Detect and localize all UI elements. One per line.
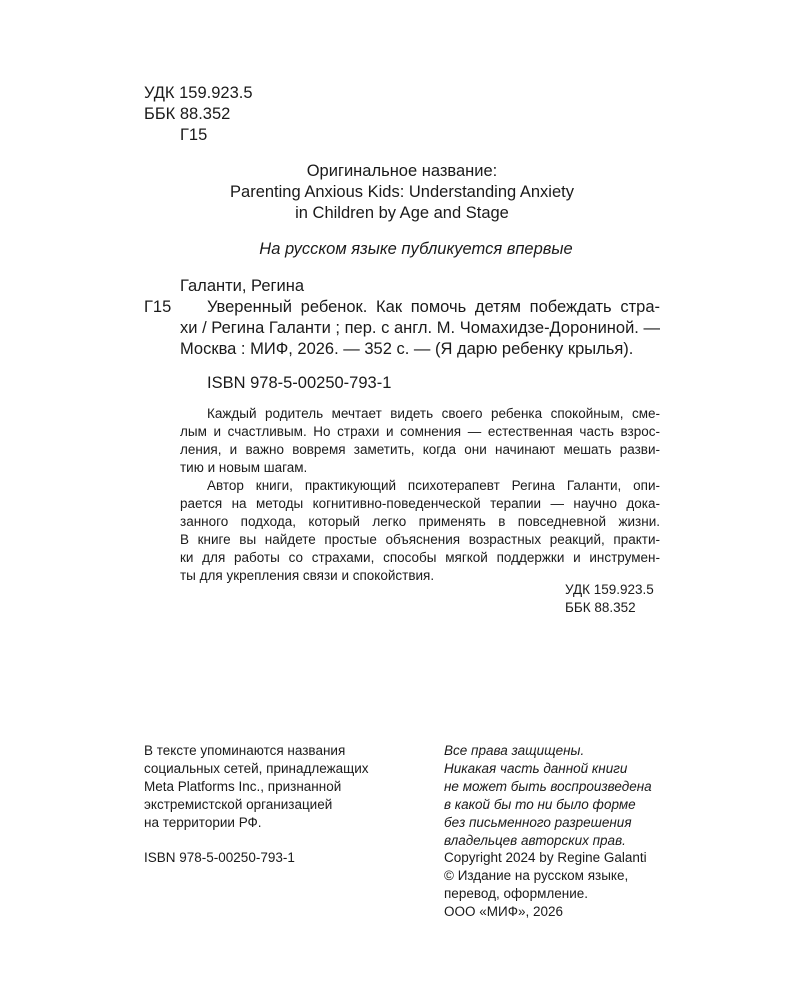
bibliographic-line: Москва : МИФ, 2026. — 352 с. — (Я дарю ребенку крылья). [180, 340, 634, 358]
annotation-line: В книге вы найдете простые объяснения возрастных реакций, практи- [180, 532, 660, 547]
annotation-line: ления, и важно вовремя заметить, когда они начинают мешать разви- [180, 442, 660, 457]
copyright-block [444, 849, 647, 921]
copyright-line: Copyright 2024 by Regine Galanti [444, 850, 647, 865]
copyright-line: ООО «МИФ», 2026 [444, 904, 564, 919]
rights-line: без письменного разрешения [444, 815, 632, 830]
first-publication-note: На русском языке публикуется впервые [259, 240, 573, 258]
bibliographic-author: Галанти, Регина [180, 277, 305, 295]
notice-line: экстремистской организацией [144, 797, 333, 812]
bibliographic-isbn: ISBN 978-5-00250-793-1 [207, 374, 392, 392]
rights-line: в какой бы то ни было форме [444, 797, 636, 812]
notice-line: В тексте упоминаются названия [144, 743, 346, 758]
udk-code: УДК 159.923.5 [144, 84, 253, 102]
copyright-line: перевод, оформление. [444, 886, 588, 901]
bibliographic-line: Уверенный ребенок. Как помочь детям побеждать стра- [207, 298, 660, 316]
bbk-code: ББК 88.352 [144, 105, 231, 123]
social-media-notice [144, 742, 369, 832]
rights-notice [444, 742, 652, 850]
annotation-line: занного подхода, который легко применять в повседневной жизни. [180, 514, 660, 529]
copyright-line: © Издание на русском языке, [444, 868, 629, 883]
annotation-line: ты для укрепления связи и спокойствия. [180, 568, 435, 583]
notice-line: на территории РФ. [144, 815, 262, 830]
annotation-line: Каждый родитель мечтает видеть своего ребенка спокойным, сме- [207, 406, 660, 421]
notice-line: Meta Platforms Inc., признанной [144, 779, 342, 794]
original-title-line-2: in Children by Age and Stage [295, 204, 509, 222]
bbk-code-bottom: ББК 88.352 [565, 600, 636, 615]
rights-line: Все права защищены. [444, 743, 585, 758]
annotation-line: ки для работы со страхами, способы мягкой поддержки и инструмен- [180, 550, 660, 565]
annotation-line: лым и счастливым. Но страхи и сомнения — естественная часть взрос- [180, 424, 660, 439]
annotation-line: Автор книги, практикующий психотерапевт Регина Галанти, опи- [207, 478, 660, 493]
footer-isbn: ISBN 978-5-00250-793-1 [144, 850, 295, 865]
rights-line: владельцев авторских прав. [444, 833, 626, 848]
notice-line: социальных сетей, принадлежащих [144, 761, 369, 776]
author-mark: Г15 [180, 126, 208, 144]
annotation-line: тию и новым шагам. [180, 460, 308, 475]
bibliographic-mark: Г15 [144, 298, 172, 316]
annotation [180, 405, 660, 585]
rights-line: Никакая часть данной книги [444, 761, 628, 776]
bibliographic-line: хи / Регина Галанти ; пер. с англ. М. Чомахидзе-Дорониной. — [180, 319, 660, 337]
rights-line: не может быть воспроизведена [444, 779, 652, 794]
original-title-line-1: Parenting Anxious Kids: Understanding Anxiety [230, 183, 574, 201]
original-title-heading: Оригинальное название: [306, 162, 498, 180]
udk-code-bottom: УДК 159.923.5 [565, 582, 654, 597]
annotation-line: рается на методы когнитивно-поведенческой терапии — научно дока- [180, 496, 660, 511]
